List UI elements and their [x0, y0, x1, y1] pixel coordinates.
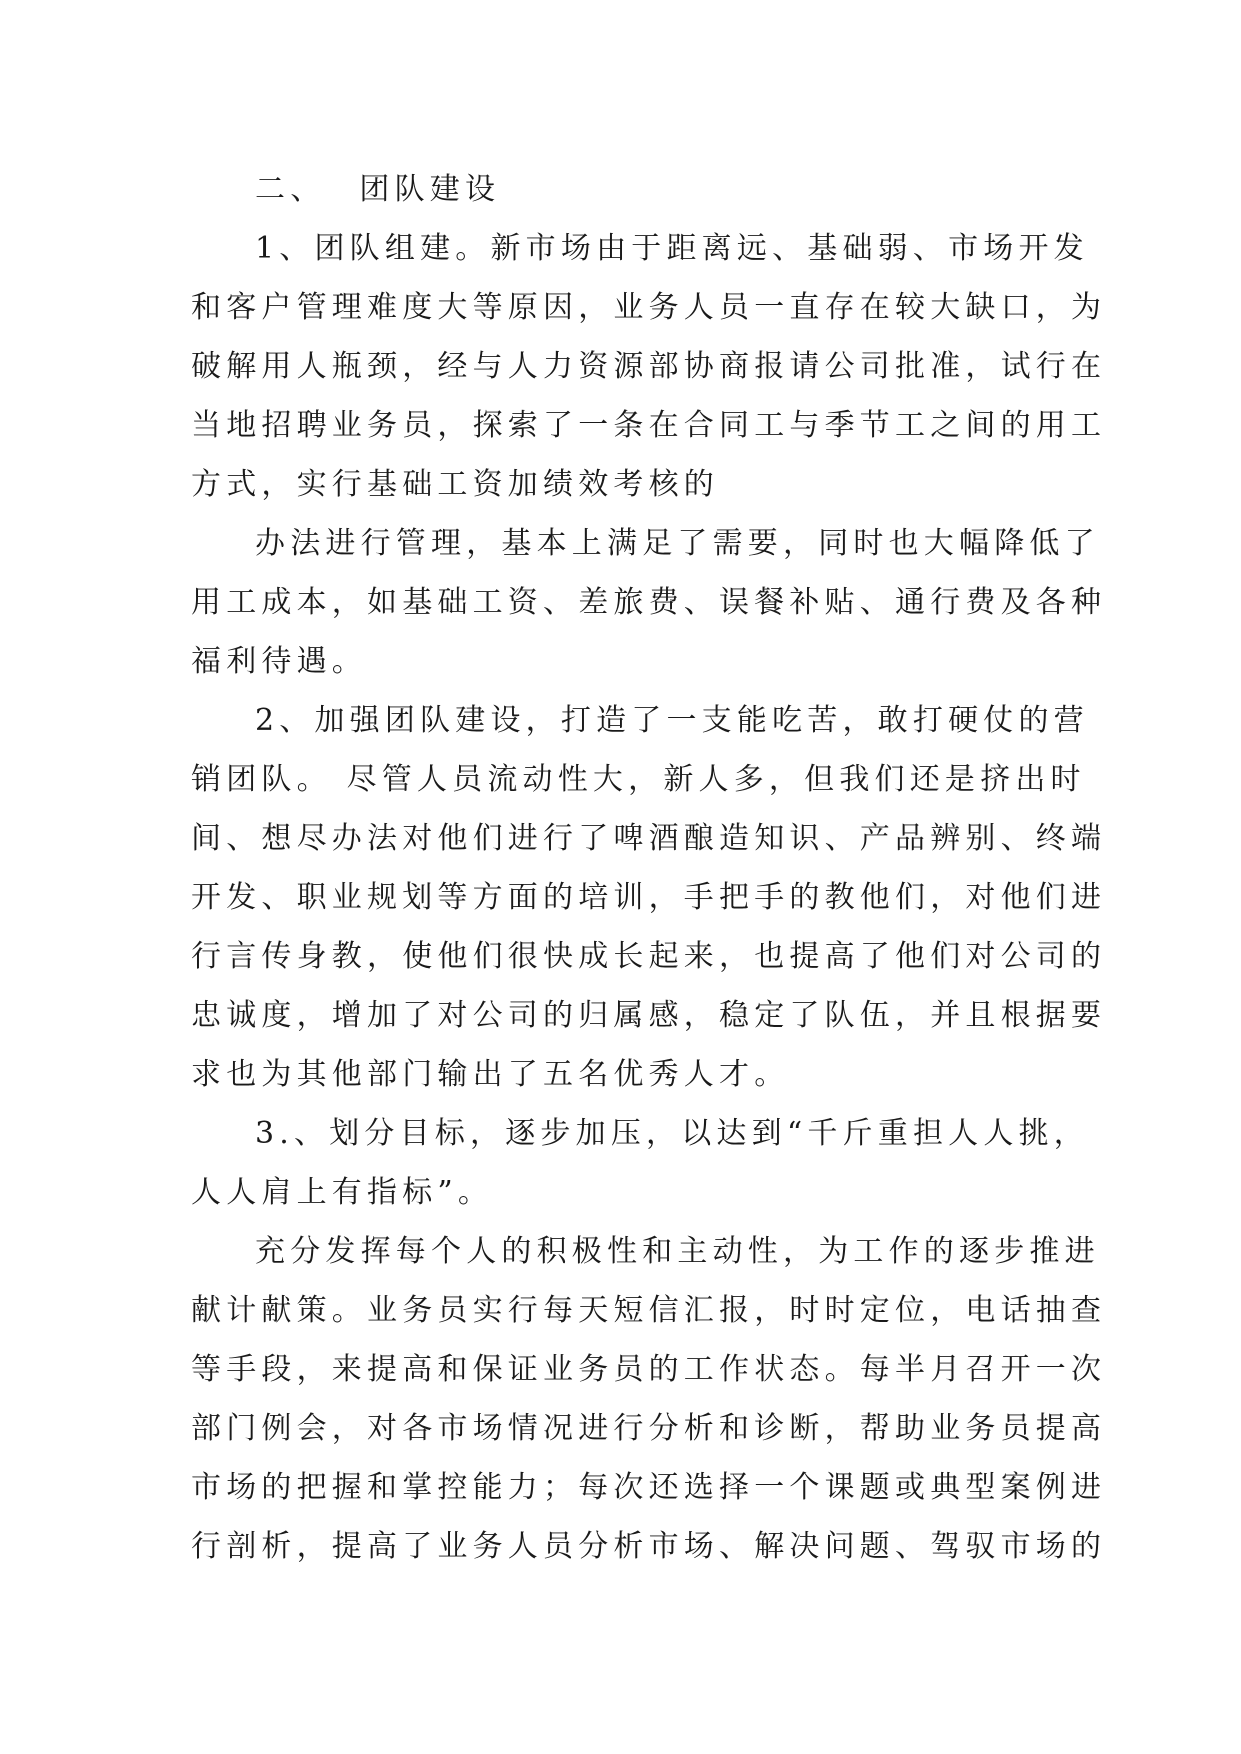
paragraph-line: 1、团队组建。新市场由于距离远、基础弱、市场开发 — [255, 231, 1089, 266]
section-heading — [191, 160, 1051, 219]
paragraph-line: 间、想尽办法对他们进行了啤酒酿造知识、产品辨别、终端 — [191, 821, 1107, 856]
paragraph-line: 忠诚度，增加了对公司的归属感，稳定了队伍，并且根据要 — [191, 998, 1107, 1033]
paragraph-line: 部门例会，对各市场情况进行分析和诊断，帮助业务员提高 — [191, 1411, 1107, 1446]
paragraph-line: 3.、划分目标，逐步加压，以达到“千斤重担人人挑， — [255, 1116, 1089, 1151]
paragraph-line: 当地招聘业务员，探索了一条在合同工与季节工之间的用工 — [191, 408, 1107, 443]
paragraph-line: 方式，实行基础工资加绩效考核的 — [191, 467, 719, 502]
paragraph-line: 2、加强团队建设，打造了一支能吃苦，敢打硬仗的营 — [255, 703, 1089, 738]
paragraph-line: 市场的把握和掌控能力；每次还选择一个课题或典型案例进 — [191, 1470, 1107, 1505]
paragraph-line: 办法进行管理，基本上满足了需要，同时也大幅降低了 — [255, 526, 1100, 561]
paragraph-line: 福利待遇。 — [191, 644, 367, 679]
paragraph-line: 开发、职业规划等方面的培训，手把手的教他们，对他们进 — [191, 880, 1107, 915]
section-title: 团队建设 — [359, 172, 501, 207]
paragraph-line: 行剖析，提高了业务人员分析市场、解决问题、驾驭市场的 — [191, 1529, 1107, 1564]
paragraph-line: 充分发挥每个人的积极性和主动性，为工作的逐步推进 — [255, 1234, 1100, 1269]
section-number: 二、 — [255, 172, 326, 207]
paragraph-line: 用工成本，如基础工资、差旅费、误餐补贴、通行费及各种 — [191, 585, 1107, 620]
paragraph-line: 等手段，来提高和保证业务员的工作状态。每半月召开一次 — [191, 1352, 1107, 1387]
paragraph-line: 求也为其他部门输出了五名优秀人才。 — [191, 1057, 790, 1092]
paragraph-line: 破解用人瓶颈，经与人力资源部协商报请公司批准，试行在 — [191, 349, 1107, 384]
paragraph-line: 和客户管理难度大等原因，业务人员一直存在较大缺口，为 — [191, 290, 1107, 325]
paragraph-line: 人人肩上有指标”。 — [191, 1175, 494, 1210]
paragraph-line: 献计献策。业务员实行每天短信汇报，时时定位，电话抽查 — [191, 1293, 1107, 1328]
paragraph-line: 销团队。 尽管人员流动性大，新人多，但我们还是挤出时 — [191, 762, 1086, 797]
document-body — [191, 160, 1107, 1576]
paragraph-line: 行言传身教，使他们很快成长起来，也提高了他们对公司的 — [191, 939, 1107, 974]
